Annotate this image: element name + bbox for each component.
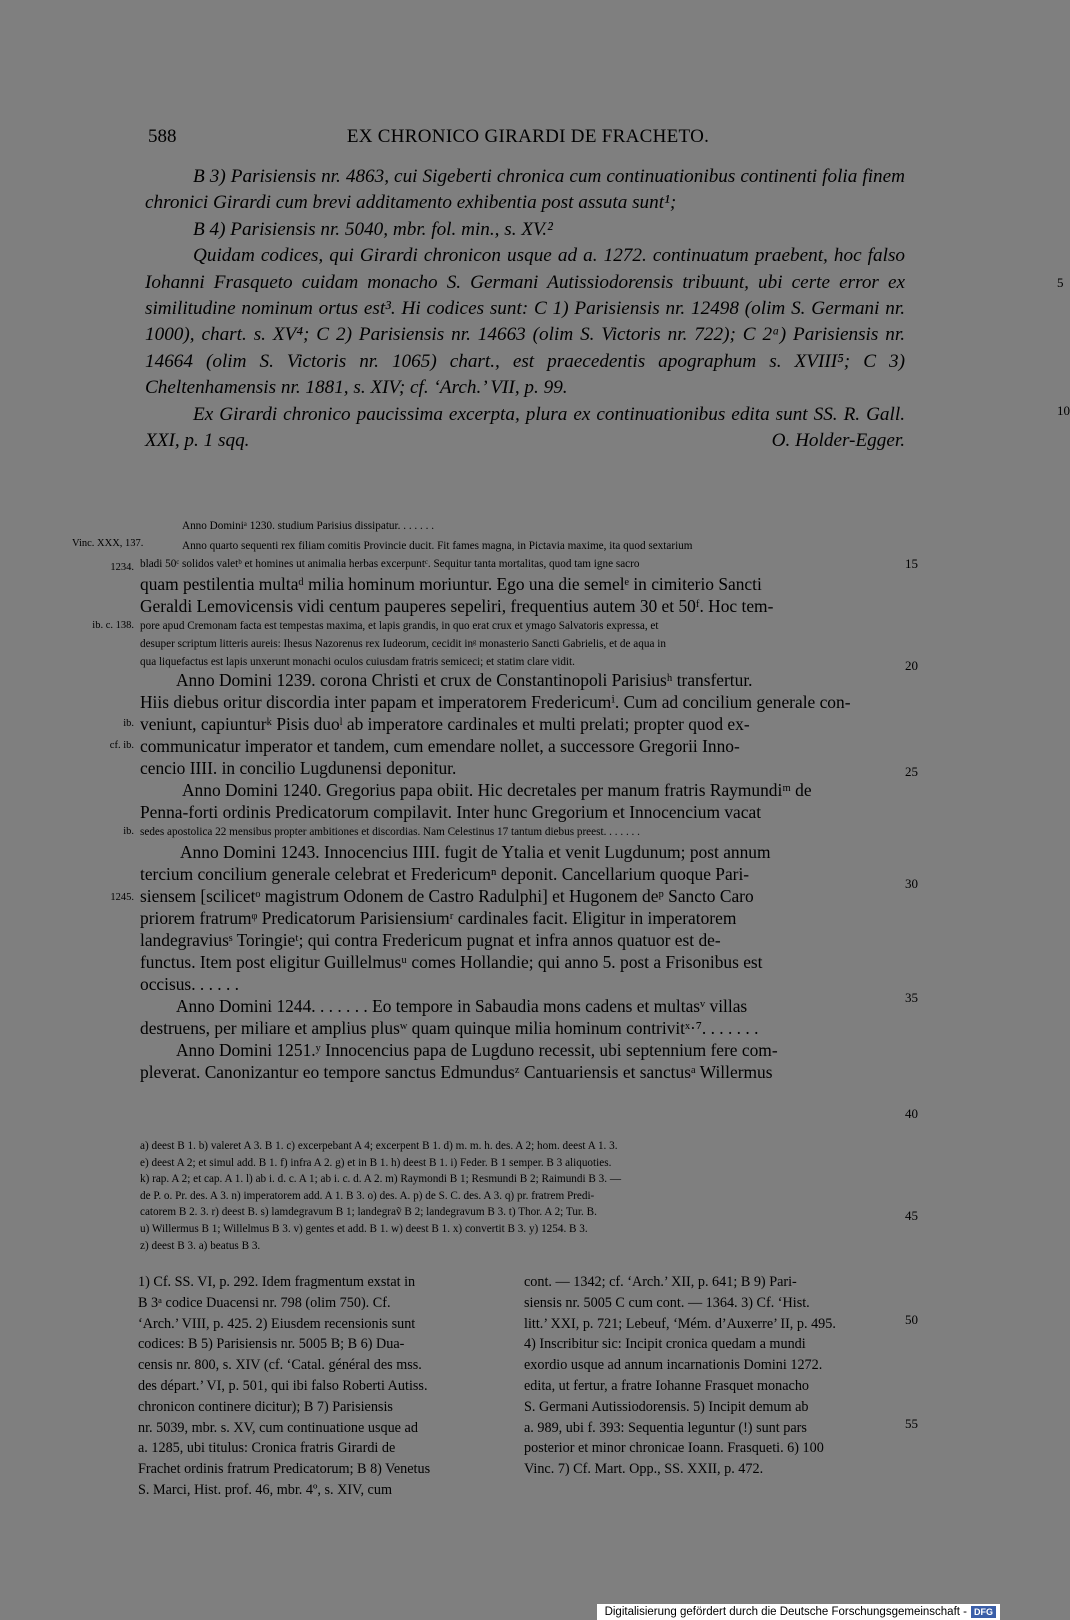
line-number: 45 <box>905 1208 918 1223</box>
footnotes-left-column <box>138 1272 506 1501</box>
footnote-line: a. 989, ubi f. 393: Sequentia leguntur (!) sunt pars <box>524 1419 807 1436</box>
text-line: Anno Domini 1251.ʸ Innocencius papa de Lugduno recessit, ubi septennium fere com- <box>176 1040 778 1060</box>
intro-paragraph-excerpta: Ex Girardi chronico paucissima excerpta, plura ex continuationibus edita sunt SS. R. Gall. XXI, p. 1 sqq. O. Holder-Egger. <box>145 402 905 455</box>
apparatus-line: e) deest A 2; et simul add. B 1. f) infra A 2. g) et in B 1. h) deest B 1. i) Feder. B 1 semper. B 3 aliquoties. <box>140 1156 612 1169</box>
text-line: Anno Dominiᵃ 1230. studium Parisius dissipatur. . . . . . . <box>182 520 434 532</box>
footnote-line: exordio usque ad annum incarnationis Domini 1272. <box>524 1357 823 1374</box>
footnote-line: des départ.’ VI, p. 501, qui ibi falso Roberti Autiss. <box>138 1377 428 1394</box>
text-line: Hiis diebus oritur discordia inter papam et imperatorem Fredericumⁱ. Cum ad concilium generale con- <box>140 692 851 712</box>
line-number: 20 <box>905 658 918 673</box>
footnote-line: siensis nr. 5005 C cum cont. — 1364. 3) Cf. ‘Hist. <box>524 1294 810 1311</box>
intro-paragraph-codices: Quidam codices, qui Girardi chronicon usque ad a. 1272. continuatum praebent, hoc falso Iohanni Frasqueto cuidam monacho S. Germani Autissiodorensis tribuunt, ubi certe error ex similitudine nominum ortus est³. Hi codices sunt: C 1) Parisiensis nr. 12498 (olim S. Germani nr. 1000), chart. s. XV⁴; C 2) Parisiensis nr. 14663 (olim S. Victoris nr. 722); C 2ᵃ) Parisiensis nr. 14664 (olim S. Victoris nr. 1065) chart., est praecedentis apographum s. XVIII⁵; C 3) Cheltenhamensis nr. 1881, s. XIV; cf. ‘Arch.’ VII, p. 99. <box>145 245 905 399</box>
margin-reference: ib. <box>123 826 134 837</box>
footnote-line: 1) Cf. SS. VI, p. 292. Idem fragmentum exstat in <box>138 1274 416 1290</box>
text-line: tercium concilium generale celebrat et Fredericumⁿ deponit. Cancellarium quoque Pari- <box>140 864 750 884</box>
introduction <box>145 164 1070 454</box>
footnote-line: edita, ut fertur, a fratre Iohanne Frasquet monacho <box>524 1377 810 1394</box>
footnote-line: chronicon continere dicitur); B 7) Parisiensis <box>138 1398 393 1415</box>
dfg-logo: DFG <box>971 1606 996 1618</box>
footnote-line: litt.’ XXI, p. 721; Lebeuf, ‘Mém. d’Auxerre’ II, p. 495. <box>524 1315 836 1332</box>
footnotes-right-column <box>524 1272 892 1480</box>
text-line: pleverat. Canonizantur eo tempore sanctus Edmundusᶻ Cantuariensis et sanctusᵃ Willermus <box>140 1062 773 1082</box>
footnote-line: posterior et minor chronicae Ioann. Frasqueti. 6) 100 <box>524 1440 824 1457</box>
footer-text: Digitalisierung gefördert durch die Deutsche Forschungsgemeinschaft - <box>604 1606 967 1618</box>
text-line: quam pestilentia multaᵈ milia hominum moriuntur. Ego una die semelᵉ in cimiterio Sancti <box>140 574 762 594</box>
text-line: siensem [scilicetᵒ magistrum Odonem de Castro Radulphi] et Hugonem deᵖ Sancto Caro <box>140 886 754 906</box>
text-line: cencio IIII. in concilio Lugdunensi deponitur. <box>140 758 457 778</box>
line-number: 50 <box>905 1312 918 1327</box>
footnote-line: B 3ᵃ codice Duacensi nr. 798 (olim 750). Cf. <box>138 1294 391 1311</box>
apparatus-line: catorem B 2. 3. r) deest B. s) lamdegravum B 1; landegraṽ B 2; landegravum B 3. t) Thor. A 2; Tur. B. <box>140 1206 597 1219</box>
apparatus-line: de P. o. Pr. des. A 3. n) imperatorem add. A 1. B 3. o) des. A. p) de S. C. des. A 3. q) pr. fratrem Predi- <box>140 1189 595 1202</box>
apparatus-line: z) deest B 3. a) beatus B 3. <box>140 1239 261 1252</box>
text-line: Anno Domini 1243. Innocencius IIII. fugit de Ytalia et venit Lugdunum; post annum <box>180 842 771 862</box>
footnote-line: Frachet ordinis fratrum Predicatorum; B 8) Venetus <box>138 1461 431 1478</box>
footnote-line: censis nr. 800, s. XIV (cf. ‘Catal. général des mss. <box>138 1357 422 1374</box>
intro-paragraph-b4: B 4) Parisiensis nr. 5040, mbr. fol. min., s. XV.² <box>193 218 553 240</box>
text-line: communicatur imperator et tandem, cum emendare nollet, a successore Gregorii Inno- <box>140 736 740 756</box>
text-line: Geraldi Lemovicensis vidi centum pauperes sepeliri, frequentius autem 30 et 50ᶠ. Hoc tem- <box>140 596 774 616</box>
margin-reference: 1245. <box>110 892 134 903</box>
margin-reference: cf. ib. <box>109 740 134 751</box>
apparatus-line: a) deest B 1. b) valeret A 3. B 1. c) excerpebant A 4; excerpent B 1. d) m. m. h. des. A 2; hom. deest A 1. 3. <box>140 1140 618 1152</box>
line-number: 5 <box>1057 275 1064 290</box>
intro-paragraph-b3: B 3) Parisiensis nr. 4863, cui Sigeberti chronica cum continuationibus continenti folia finem chronici Girardi cum brevi additamento exhibentia post assuta sunt¹; <box>145 166 905 214</box>
text-line: Penna-forti ordinis Predicatorum compilavit. Inter hunc Gregorium et Innocencium vacat <box>140 802 762 822</box>
line-number: 30 <box>905 876 918 891</box>
text-line: Anno Domini 1244. . . . . . . Eo tempore in Sabaudia mons cadens et multasᵛ villas <box>176 996 748 1016</box>
running-title: EX CHRONICO GIRARDI DE FRACHETO. <box>346 126 710 147</box>
footnote-line: nr. 5039, mbr. s. XV, cum continuatione usque ad <box>138 1419 418 1436</box>
text-line: Anno Domini 1240. Gregorius papa obiit. Hic decretales per manum fratris Raymundiᵐ de <box>182 780 812 800</box>
footnote-line: Vinc. 7) Cf. Mart. Opp., SS. XXII, p. 472. <box>524 1461 764 1478</box>
text-line: occisus. . . . . . <box>140 974 240 994</box>
margin-reference: ib. c. 138. <box>92 620 134 631</box>
text-line: qua liquefactus est lapis unxerunt monachi oculos cuiusdam fratris semiceci; et statim clare vidit. <box>140 656 575 668</box>
text-line: priorem fratrumᵠ Predicatorum Parisiensiumʳ cardinales facit. Eligitur in imperatorem <box>140 908 737 928</box>
footnote-line: cont. — 1342; cf. ‘Arch.’ XII, p. 641; B 9) Pari- <box>524 1274 797 1290</box>
line-number: 15 <box>905 556 918 571</box>
footnote-line: codices: B 5) Parisiensis nr. 5005 B; B 6) Dua- <box>138 1336 405 1353</box>
footnote-line: 4) Inscribitur sic: Incipit cronica quedam a mundi <box>524 1336 806 1353</box>
footnote-line: S. Germani Autissiodorensis. 5) Incipit demum ab <box>524 1398 809 1415</box>
line-number: 40 <box>905 1106 918 1121</box>
digitization-footer <box>597 1604 1000 1620</box>
text-line: pore apud Cremonam facta est tempestas maxima, et lapis grandis, in quo erat crux et ymago Salvatoris expressa, et <box>140 620 659 632</box>
margin-reference: Vinc. XXX, 137. <box>72 538 144 549</box>
critical-apparatus <box>140 1138 910 1254</box>
text-line: sedes apostolica 22 mensibus propter ambitiones et discordias. Nam Celestinus 17 tantum diebus preest. . . . . . . <box>140 826 640 838</box>
line-number: 35 <box>905 990 918 1005</box>
margin-reference: ib. <box>123 718 134 729</box>
apparatus-line: k) rap. A 2; et cap. A 1. l) ab i. d. c. A 1; ab i. c. d. A 2. m) Raymondi B 1; Resmundi B 2; Raimundi B 3. — <box>140 1173 622 1186</box>
editor-signature: O. Holder-Egger. <box>771 430 905 452</box>
text-line: Anno Domini 1239. corona Christi et crux de Constantinopoli Parisiusʰ transfertur. <box>176 670 753 690</box>
text-line: veniunt, capiunturᵏ Pisis duoˡ ab imperatore cardinales et multi prelati; propter quod ex- <box>140 714 750 734</box>
text-line: destruens, per miliare et amplius plusʷ quam quinque milia hominum contrivitˣ·⁷. . . . . . . <box>140 1018 759 1038</box>
text-line: functus. Item post eligitur Guillelmusᵘ comes Hollandie; qui anno 5. post a Frisonibus est <box>140 952 763 972</box>
page-number: 588 <box>148 126 177 147</box>
line-number: 10 <box>1057 403 1070 418</box>
text-line: landegraviusˢ Toringieᵗ; qui contra Fredericum pugnat et infra annos quatuor est de- <box>140 930 721 950</box>
footnote-line: S. Marci, Hist. prof. 46, mbr. 4º, s. XIV, cum <box>138 1481 392 1498</box>
line-number: 25 <box>905 764 918 779</box>
text-line: Anno quarto sequenti rex filiam comitis Provincie ducit. Fit fames magna, in Pictavia maxime, ita quod sextarium <box>182 540 693 552</box>
footnote-line: ‘Arch.’ VIII, p. 425. 2) Eiusdem recensionis sunt <box>138 1315 416 1332</box>
text-line: bladi 50ᶜ solidos valetᵇ et homines ut animalia herbas excerpuntᶜ. Sequitur tanta mortalitas, quod tam igne sacro <box>140 558 640 570</box>
line-number: 55 <box>905 1416 918 1431</box>
footnote-line: a. 1285, ubi titulus: Cronica fratris Girardi de <box>138 1440 396 1457</box>
apparatus-line: u) Willermus B 1; Willelmus B 3. v) gentes et add. B 1. w) deest B 1. x) convertit B 3. y) 1254. B 3. <box>140 1222 588 1235</box>
text-line: desuper scriptum litteris aureis: Ihesus Nazorenus rex Iudeorum, cecidit inᵍ monasterio Sancti Gabrielis, et de aqua in <box>140 638 666 650</box>
margin-reference: 1234. <box>110 562 134 573</box>
